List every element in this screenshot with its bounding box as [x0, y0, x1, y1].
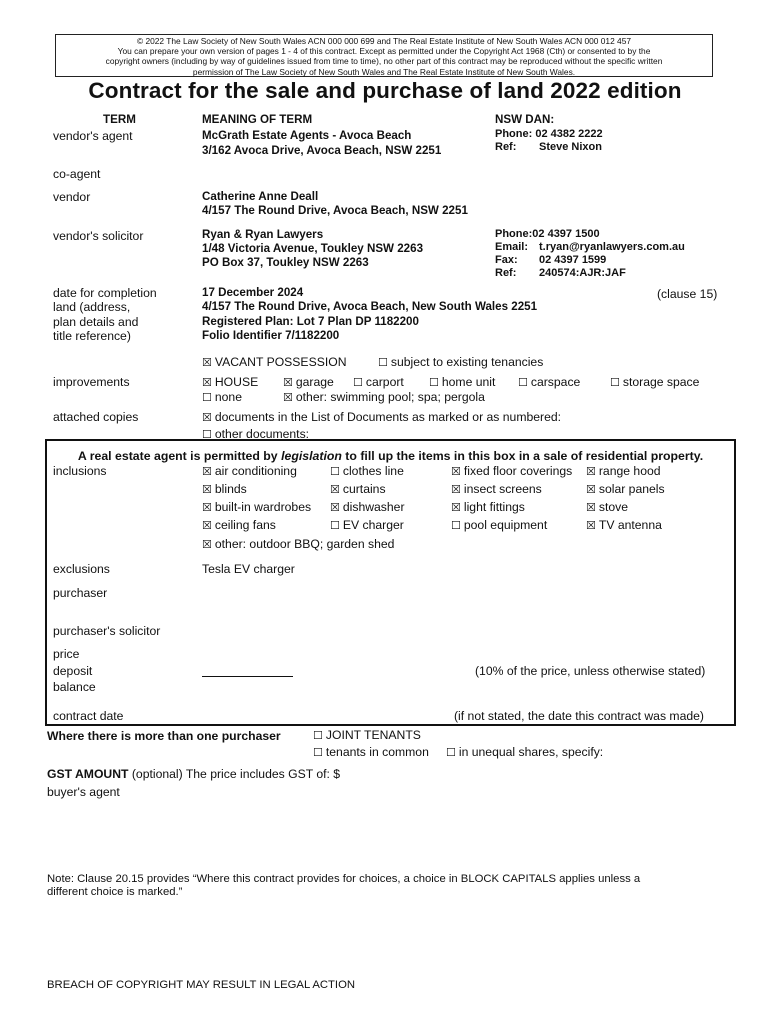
checked-box-icon: ☒	[586, 501, 596, 514]
checkbox-label: pool equipment	[463, 518, 548, 532]
checked-box-icon: ☒	[451, 483, 461, 496]
gst-text: (optional) The price includes GST of: $	[128, 767, 341, 781]
checkbox-label: in unequal shares, specify:	[458, 745, 604, 759]
agent-box-title	[47, 449, 734, 463]
inclusion-dishwasher[interactable]	[330, 500, 405, 514]
inclusion-stove[interactable]	[586, 500, 628, 514]
checked-box-icon: ☒	[330, 483, 340, 496]
checkbox-label: TV antenna	[598, 518, 662, 532]
ref-label: Ref:	[495, 141, 517, 153]
checkbox-label: other documents:	[214, 427, 310, 441]
improvements-label: improvements	[53, 375, 130, 389]
solicitor-email	[495, 241, 685, 253]
copyright-line: © 2022 The Law Society of New South Wales ACN 000 000 699 and The Real Estate Institute of New South Wales ACN 000 012 457	[136, 36, 632, 46]
checked-box-icon: ☒	[451, 465, 461, 478]
unchecked-box-icon: ☐	[378, 356, 388, 369]
title-text: to fill up the items in this box in a sale of residential property.	[341, 449, 704, 463]
checkbox-label: clothes line	[342, 464, 404, 478]
attached-documents-checkbox[interactable]	[202, 410, 561, 424]
unchecked-box-icon: ☐	[202, 391, 212, 404]
checked-box-icon: ☒	[202, 465, 212, 478]
checkbox-label: solar panels	[598, 482, 665, 496]
deposit-label: deposit	[53, 664, 93, 678]
clause-ref: (clause 15)	[657, 287, 718, 301]
phone-label: Phone:	[495, 228, 533, 240]
gst-label: GST AMOUNT	[47, 767, 129, 781]
checkbox-label: documents in the List of Documents as marked or as numbered:	[214, 410, 562, 424]
checkbox-label: ceiling fans	[214, 518, 276, 532]
unchecked-box-icon: ☐	[446, 746, 456, 759]
inclusion-ceiling-fans[interactable]	[202, 518, 276, 532]
checked-box-icon: ☒	[451, 501, 461, 514]
ref-value: Steve Nixon	[539, 141, 602, 153]
copyright-line: permission of The Law Society of New South Wales and The Real Estate Institute of New South Wales.	[192, 66, 576, 77]
vendors-agent-label: vendor's agent	[53, 129, 133, 143]
unchecked-box-icon: ☐	[202, 428, 212, 441]
inclusions-label: inclusions	[53, 464, 107, 478]
improvement-house[interactable]	[202, 375, 258, 389]
deposit-input-line[interactable]	[202, 676, 293, 677]
contract-date-note: (if not stated, the date this contract was made)	[454, 709, 704, 723]
land-address: 4/157 The Round Drive, Avoca Beach, New South Wales 2251	[202, 300, 538, 313]
checkbox-label: HOUSE	[214, 375, 259, 389]
completion-labels	[53, 286, 157, 344]
checked-box-icon: ☒	[202, 356, 212, 369]
clause-note-line-2: different choice is marked.”	[47, 886, 183, 898]
checkbox-label: JOINT TENANTS	[325, 728, 421, 742]
checked-box-icon: ☒	[330, 501, 340, 514]
vendor-label: vendor	[53, 190, 91, 204]
checkbox-label: carspace	[530, 375, 581, 389]
unchecked-box-icon: ☐	[330, 519, 340, 532]
inclusion-light-fittings[interactable]	[451, 500, 525, 514]
phone-value: 02 4397 1500	[532, 228, 600, 240]
co-agent-label: co-agent	[53, 167, 101, 181]
inclusion-clothes-line[interactable]	[330, 464, 404, 478]
purchaser-label: purchaser	[53, 586, 108, 600]
unchecked-box-icon: ☐	[451, 519, 461, 532]
exclusions-label: exclusions	[53, 562, 110, 576]
checkbox-label: home unit	[441, 375, 496, 389]
checkbox-label: other: outdoor BBQ; garden shed	[214, 537, 395, 551]
phone-label: Phone:	[495, 128, 533, 140]
vendors-solicitor-label: vendor's solicitor	[53, 229, 144, 243]
label-line: land (address,	[53, 300, 131, 315]
checkbox-label: carport	[365, 375, 404, 389]
checkbox-label: subject to existing tenancies	[390, 355, 544, 369]
improvement-carport[interactable]	[353, 375, 404, 389]
checked-box-icon: ☒	[283, 376, 293, 389]
label-line: plan details and	[53, 314, 139, 329]
vendors-agent-name: McGrath Estate Agents - Avoca Beach	[202, 129, 412, 142]
checkbox-label: range hood	[598, 464, 661, 478]
unequal-shares-checkbox[interactable]	[446, 745, 603, 759]
attached-copies-label: attached copies	[53, 410, 139, 424]
vendors-solicitor-name: Ryan & Ryan Lawyers	[202, 228, 324, 241]
inclusion-curtains[interactable]	[330, 482, 386, 496]
inclusion-other[interactable]	[202, 537, 394, 551]
inclusion-air-conditioning[interactable]	[202, 464, 297, 478]
balance-label: balance	[53, 680, 96, 694]
contract-date-label: contract date	[53, 709, 124, 723]
checked-box-icon: ☒	[202, 538, 212, 551]
checked-box-icon: ☒	[202, 519, 212, 532]
deposit-note: (10% of the price, unless otherwise stated)	[475, 664, 706, 678]
inclusion-insect-screens[interactable]	[451, 482, 542, 496]
inclusion-ev-charger[interactable]	[330, 518, 404, 532]
fax-label: Fax:	[495, 254, 518, 266]
improvement-none[interactable]	[202, 390, 242, 404]
title-emphasis: legislation	[281, 449, 342, 463]
checkbox-label: tenants in common	[325, 745, 429, 759]
email-value: t.ryan@ryanlawyers.com.au	[539, 241, 685, 253]
improvement-carspace[interactable]	[518, 375, 580, 389]
checked-box-icon: ☒	[202, 501, 212, 514]
checked-box-icon: ☒	[586, 519, 596, 532]
copyright-notice	[55, 34, 713, 77]
inclusion-range-hood[interactable]	[586, 464, 661, 478]
gst-amount	[47, 767, 340, 781]
copyright-line: You can prepare your own version of pages 1 - 4 of this contract. Except as permitted under the Copyright Act 1968 (Cth) or consented to by the	[117, 46, 651, 57]
ref-value: 240574:AJR:JAF	[539, 267, 626, 279]
checkbox-label: air conditioning	[214, 464, 297, 478]
checked-box-icon: ☒	[283, 391, 293, 404]
unchecked-box-icon: ☐	[313, 746, 323, 759]
copyright-line: copyright owners (including by way of guidelines issued from time to time), no other part of this contract may be reproduced without the specific written	[105, 56, 663, 67]
inclusion-pool-equipment[interactable]	[451, 518, 547, 532]
footer-warning: BREACH OF COPYRIGHT MAY RESULT IN LEGAL ACTION	[47, 979, 356, 991]
existing-tenancies-checkbox[interactable]	[378, 355, 543, 369]
checkbox-label: curtains	[342, 482, 386, 496]
unchecked-box-icon: ☐	[353, 376, 363, 389]
checkbox-label: blinds	[214, 482, 247, 496]
checkbox-label: fixed floor coverings	[463, 464, 573, 478]
unchecked-box-icon: ☐	[429, 376, 439, 389]
unchecked-box-icon: ☐	[330, 465, 340, 478]
email-label: Email:	[495, 241, 529, 253]
completion-date: 17 December 2024	[202, 286, 304, 299]
buyers-agent-label: buyer's agent	[47, 785, 120, 799]
folio-identifier: Folio Identifier 7/1182200	[202, 329, 340, 342]
exclusions-value: Tesla EV charger	[202, 562, 295, 576]
checked-box-icon: ☒	[586, 465, 596, 478]
checkbox-label: none	[214, 390, 242, 404]
checked-box-icon: ☒	[202, 411, 212, 424]
clause-note-line-1: Note: Clause 20.15 provides “Where this contract provides for choices, a choice in BLOCK CAPITALS applies unless a	[47, 873, 641, 885]
vendor-address: 4/157 The Round Drive, Avoca Beach, NSW 2251	[202, 204, 468, 217]
checkbox-label: other: swimming pool; spa; pergola	[295, 390, 485, 404]
checkbox-label: garage	[295, 375, 334, 389]
improvement-garage[interactable]	[283, 375, 334, 389]
checkbox-label: insect screens	[463, 482, 542, 496]
improvement-home-unit[interactable]	[429, 375, 495, 389]
vendor-name: Catherine Anne Deall	[202, 190, 319, 203]
term-header: TERM	[103, 113, 136, 126]
joint-tenants-checkbox[interactable]	[313, 728, 421, 742]
vendors-agent-address: 3/162 Avoca Drive, Avoca Beach, NSW 2251	[202, 144, 442, 157]
solicitor-ref	[495, 267, 626, 279]
checkbox-label: stove	[598, 500, 629, 514]
improvement-other[interactable]	[283, 390, 485, 404]
unchecked-box-icon: ☐	[610, 376, 620, 389]
inclusion-tv-antenna[interactable]	[586, 518, 662, 532]
checkbox-label: dishwasher	[342, 500, 405, 514]
checkbox-label: built-in wardrobes	[214, 500, 312, 514]
checkbox-label: VACANT POSSESSION	[214, 355, 347, 369]
vendors-solicitor-address: 1/48 Victoria Avenue, Toukley NSW 2263	[202, 242, 424, 255]
nsw-dan-header: NSW DAN:	[495, 113, 555, 126]
title-text: A real estate agent is permitted by	[77, 449, 282, 463]
checkbox-label: storage space	[622, 375, 700, 389]
inclusion-fixed-floor-coverings[interactable]	[451, 464, 572, 478]
checked-box-icon: ☒	[202, 376, 212, 389]
improvement-storage-space[interactable]	[610, 375, 699, 389]
vendors-solicitor-po-box: PO Box 37, Toukley NSW 2263	[202, 256, 369, 269]
vacant-possession-checkbox[interactable]	[202, 355, 347, 369]
checked-box-icon: ☒	[586, 483, 596, 496]
fax-value: 02 4397 1599	[539, 254, 607, 266]
ref-label: Ref:	[495, 267, 517, 279]
checkbox-label: light fittings	[463, 500, 525, 514]
label-line: title reference)	[53, 329, 131, 344]
solicitor-phone	[495, 228, 600, 240]
page-title: Contract for the sale and purchase of land 2022 edition	[88, 78, 682, 103]
registered-plan: Registered Plan: Lot 7 Plan DP 1182200	[202, 315, 419, 328]
checkbox-label: EV charger	[342, 518, 404, 532]
multiple-purchasers-label: Where there is more than one purchaser	[47, 729, 281, 743]
inclusion-built-in-wardrobes[interactable]	[202, 500, 311, 514]
checked-box-icon: ☒	[202, 483, 212, 496]
tenants-in-common-checkbox[interactable]	[313, 745, 429, 759]
solicitor-fax	[495, 254, 607, 266]
vendors-agent-phone	[495, 128, 603, 140]
phone-value: 02 4382 2222	[535, 128, 603, 140]
unchecked-box-icon: ☐	[313, 729, 323, 742]
inclusion-solar-panels[interactable]	[586, 482, 665, 496]
unchecked-box-icon: ☐	[518, 376, 528, 389]
vendors-agent-ref	[495, 141, 602, 153]
price-label: price	[53, 647, 80, 661]
label-line: date for completion	[53, 286, 157, 300]
inclusion-blinds[interactable]	[202, 482, 247, 496]
meaning-header: MEANING OF TERM	[202, 113, 313, 126]
purchasers-solicitor-label: purchaser's solicitor	[53, 624, 161, 638]
